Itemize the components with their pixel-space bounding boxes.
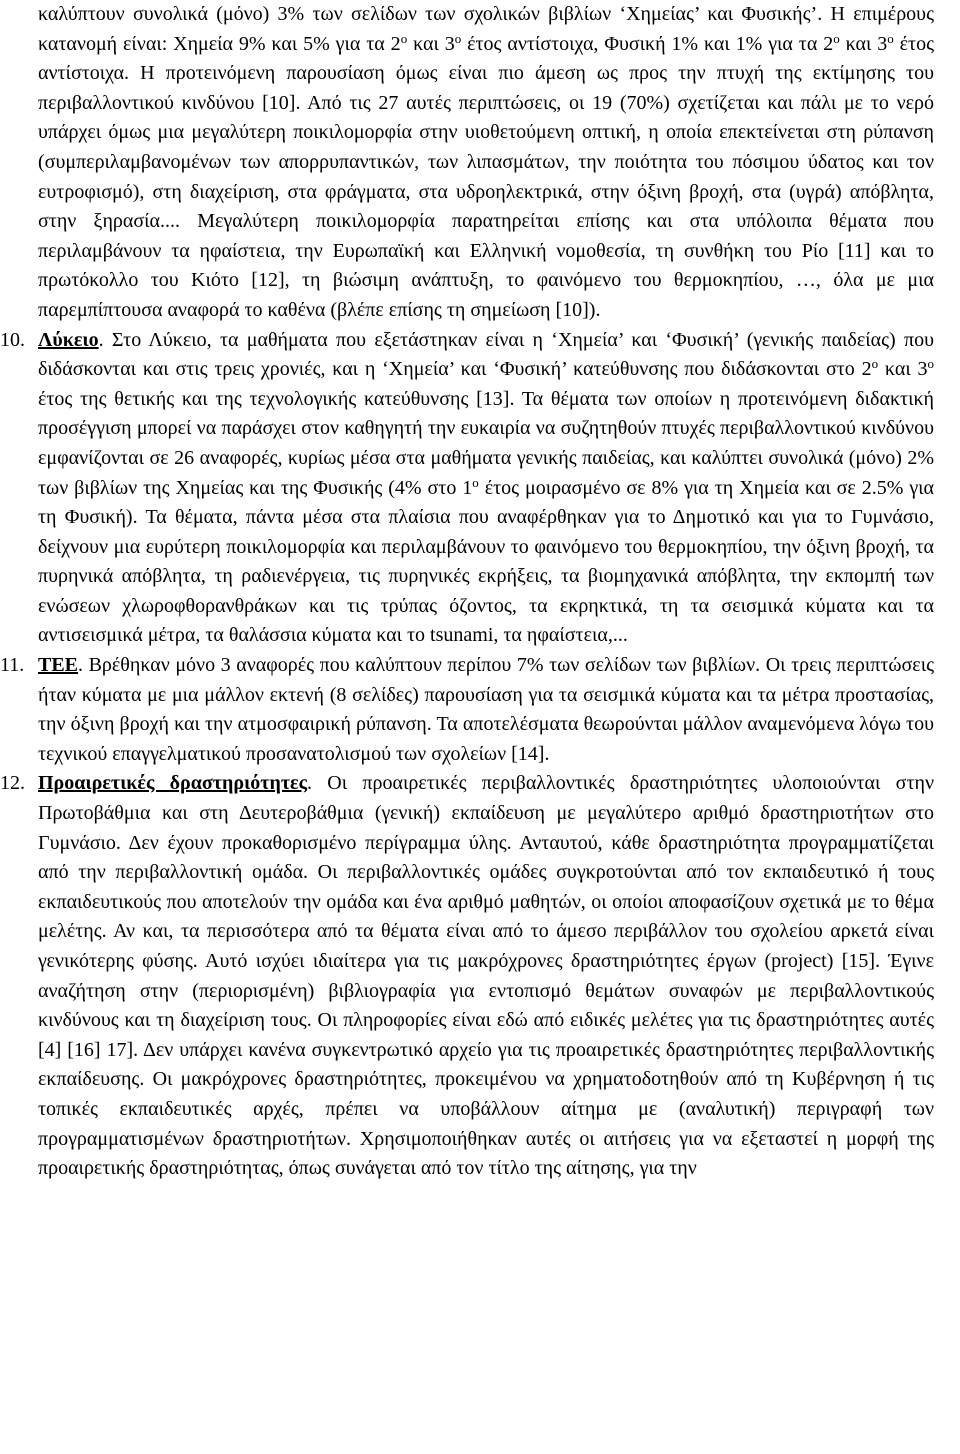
intro-paragraph: [38, 0, 934, 326]
list-item-text-4: έτος μοιρασμένο σε 8% για τη Χημεία και σε 2.5% για τη Φυσική). Τα θέματα, πάντα μέσα στα πλαίσια που αναφέρθηκαν για το Δημοτικό και για το Γυμνάσιο, δείχνουν μια ευρύτερη ποικιλομορφία και περιλαμβάνουν το φαινόμενο του θερμοκηπίου, την όξινη βροχή, τα πυρηνικά απόβλητα, τη ραδιενέργεια, τις πυρηνικές εκρήξεις, τα βιομηχανικά απόβλητα, την εκπομπή των ενώσεων χλωροφθορανθράκων και τις τρύπας όζοντος, τα εκρηκτικά, τη τα σεισμικά κύματα και τα αντισεισμικά μέτρα, τα θαλάσσια κύματα και το tsunami, τα ηφαίστεια,...: [38, 476, 935, 647]
list-item-number: 10.: [0, 328, 25, 351]
list-item-body: [38, 651, 934, 769]
list-item-text-2: και 3: [878, 358, 928, 381]
intro-text-1: καλύπτουν συνολικά (μόνο) 3% των σελίδων των σχολικών βιβλίων ‘Χημείας’ και Φυσικής’. Η επιμέρους κατανομή είναι: Χημεία 9% και 5% για τα 2: [38, 3, 934, 55]
ordinal-superscript: ο: [927, 356, 935, 372]
list-item-text-3: έτος της θετικής και της τεχνολογικής κατεύθυνσης [13]. Τα θέματα των οποίων η προτεινόμενη διδακτική προσέγγιση μπορεί να παράσχει στον καθηγητή την ευκαιρία να συζητηθούν πτυχές περιβαλλοντικού κινδύνου εμφανίζονται σε 26 αναφορές, κυρίως μέσα στα μαθήματα γενικής παιδείας, και καλύπτει συνολικά (μόνο) 2% των βιβλίων της Χημείας και της Φυσικής (4% στο 1: [38, 387, 934, 499]
ordinal-superscript: ο: [833, 30, 840, 46]
list-item-tee: [0, 651, 934, 769]
list-item-heading: Προαιρετικές δραστηριότητες: [38, 772, 308, 795]
list-item-heading: Λύκειο: [38, 328, 99, 351]
ordinal-superscript: ο: [454, 30, 462, 46]
list-item-body: [38, 326, 934, 652]
ordinal-superscript: ο: [871, 356, 879, 372]
list-item-optional-activities: [0, 769, 934, 1183]
list-item-lykeio: [0, 326, 935, 652]
list-item-heading: ΤΕΕ: [38, 654, 79, 677]
list-item-text: . Βρέθηκαν μόνο 3 αναφορές που καλύπτουν περίπου 7% των σελίδων των βιβλίων. Οι τρεις περιπτώσεις ήταν κύματα με μια μάλλον εκτενή (8 σελίδες) παρουσίαση για τα σεισμικά κύματα και τα μέτρα προστασίας, την όξινη βροχή και την ατμοσφαιρική ρύπανση. Τα αποτελέσματα θεωρούνται μάλλον αναμενόμενα λόγω του τεχνικού επαγγελματικού προσανατολισμού των σχολείων [14].: [38, 654, 934, 765]
list-item-number: 11.: [0, 654, 25, 677]
list-item-text-1: . Στο Λύκειο, τα μαθήματα που εξετάστηκαν είναι η ‘Χημεία’ και ‘Φυσική’ (γενικής παιδείας) που διδάσκονται και στις τρεις χρονιές, και η ‘Χημεία’ και ‘Φυσική’ κατεύθυνσης που διδάσκονται στο 2: [38, 328, 934, 381]
list-item-number: 12.: [0, 772, 25, 795]
list-item-text: . Οι προαιρετικές περιβαλλοντικές δραστηριότητες υλοποιούνται στην Πρωτοβάθμια και στη Δευτεροβάθμια (γενική) εκπαίδευση με μεγαλύτερο αριθμό δραστηριοτήτων στο Γυμνάσιο. Δεν έχουν προκαθορισμένο περίγραμμα ύλης. Ανταυτού, κάθε δραστηριότητα προγραμματίζεται από την περιβαλλοντική ομάδα. Οι περιβαλλοντικές ομάδες συγκροτούνται από τον εκπαιδευτικό ή τους εκπαιδευτικούς που αποτελούν την ομάδα και ένα αριθμό μαθητών, οι οποίοι αποφασίζουν σχετικά με το θέμα μελέτης. Αν και, τα περισσότερα από τα θέματα είναι από το άμεσο περιβάλλον του σχολείου αρκετά είναι γενικότερης φύσης. Αυτό ισχύει ιδιαίτερα για τις μακρόχρονες δραστηριότητες έργων (project) [15]. Έγινε αναζήτηση στην (περιορισμένη) βιβλιογραφία για εντοπισμό θεμάτων συναφών με περιβαλλοντικούς κινδύνους και τη διαχείριση τους. Οι πληροφορίες είναι εδώ από ειδικές μελέτες για τις δραστηριότητες αυτές [4] [16] 17]. Δεν υπάρχει κανένα συγκεντρωτικό αρχείο για τις προαιρετικές δραστηριότητες περιβαλλοντικής εκπαίδευσης. Οι μακρόχρονες δραστηριότητες, προκειμένου να χρηματοδοτηθούν από τη Κυβέρνηση ή τις τοπικές εκπαιδευτικές αρχές, πρέπει να υποβάλλουν αίτημα με (αναλυτική) περιγραφή των προγραμματισμένων δραστηριοτήτων. Χρησιμοποιήθηκαν αυτές οι αιτήσεις για να εξεταστεί η μορφή της προαιρετικής δραστηριότητας, όπως συνάγεται από τον τίτλο της αίτησης, για την: [38, 772, 934, 1180]
intro-text-4: και 3: [839, 32, 888, 55]
ordinal-superscript: ο: [887, 30, 894, 46]
intro-text-3: έτος αντίστοιχα, Φυσική 1% και 1% για τα 2: [461, 32, 834, 55]
list-item-body: [38, 769, 934, 1183]
intro-text-5: έτος αντίστοιχα. Η προτεινόμενη παρουσίαση όμως είναι πιο άμεση ως προς την πτυχή της εκτίμησης του περιβαλλοντικού κινδύνου [10]. Από τις 27 αυτές περιπτώσεις, οι 19 (70%) σχετίζεται και πάλι με το νερό υπάρχει όμως μια μεγαλύτερη ποικιλομορφία στην υιοθετούμενη οπτική, η οποία επεκτείνεται στη ρύπανση (συμπεριλαμβανομένων των απορρυπαντικών, των λιπασμάτων, την ποιότητα του πόσιμου ύδατος και τον ευτροφισμό), στη διαχείριση, στα φράγματα, στα υδροηλεκτρικά, στην όξινη βροχή, στα (υγρά) απόβλητα, στην ξηρασία.... Μεγαλύτερη ποικιλομορφία παρατηρείται επίσης και στα υπόλοιπα θέματα που περιλαμβάνουν τα ηφαίστεια, την Ευρωπαϊκή και Ελληνική νομοθεσία, τη συνθήκη του Ρίο [11] και το πρωτόκολλο του Κιότο [12], τη βιώσιμη ανάπτυξη, το φαινόμενο του θερμοκηπίου, …, όλα με μια παρεμπίπτουσα αναφορά το καθένα (βλέπε επίσης τη σημείωση [10]).: [38, 32, 934, 321]
intro-text-2: και 3: [407, 32, 455, 55]
ordinal-superscript: ο: [472, 474, 479, 490]
ordinal-superscript: ο: [400, 30, 408, 46]
